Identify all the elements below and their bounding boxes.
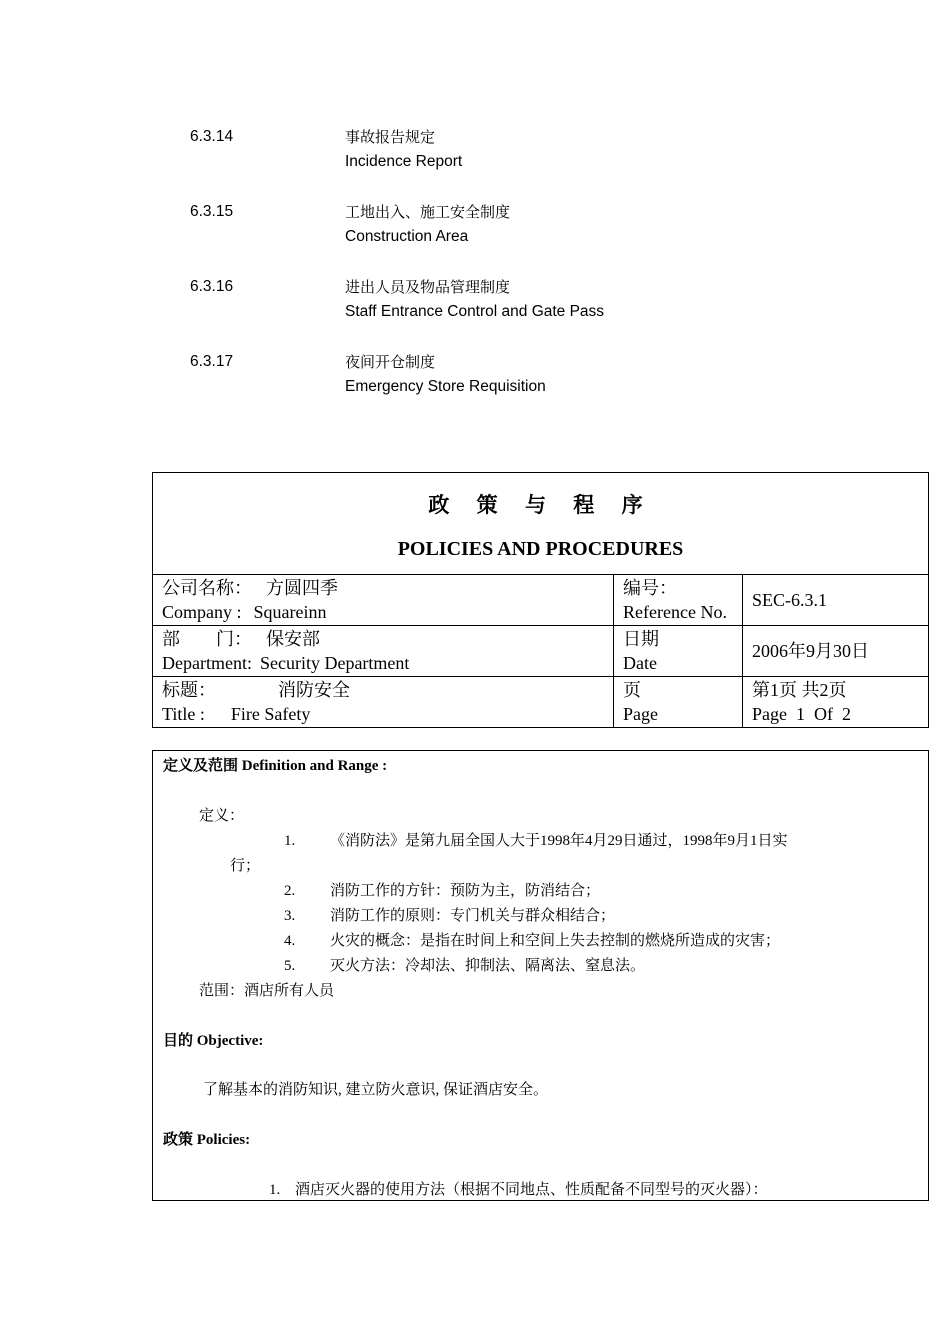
definition-item-continuation: 行； bbox=[230, 858, 261, 874]
toc-entry bbox=[190, 126, 890, 201]
page-value-english: Page 1 Of 2 bbox=[752, 704, 851, 724]
department-value-english: Security Department bbox=[259, 653, 410, 673]
definition-item-number: 3. bbox=[284, 908, 296, 924]
document-title-cell bbox=[153, 473, 929, 575]
definition-item-text: 《消防法》是第九届全国人大于1998年4月29日通过，1998年9月1日实 bbox=[330, 833, 788, 849]
policy-body bbox=[152, 750, 929, 1201]
toc-title-english: Construction Area bbox=[345, 228, 469, 245]
toc-number: 6.3.16 bbox=[190, 278, 234, 295]
definition-heading: 定义及范围 Definition and Range : bbox=[163, 758, 388, 774]
definition-item-number: 4. bbox=[284, 933, 296, 949]
company-value-chinese: 方圆四季 bbox=[266, 578, 338, 598]
date-value: 2006年9月30日 bbox=[752, 641, 869, 661]
date-label-cell bbox=[614, 626, 743, 677]
document-title-english: POLICIES AND PROCEDURES bbox=[397, 537, 684, 560]
definition-item-text: 灭火方法：冷却法、抑制法、隔离法、窒息法。 bbox=[330, 958, 646, 974]
policy-header-table bbox=[152, 472, 929, 728]
definition-item-text: 消防工作的原则：专门机关与群众相结合； bbox=[330, 908, 616, 924]
document-title-chinese: 政 策 与 程 序 bbox=[428, 492, 653, 517]
objective-text: 了解基本的消防知识, 建立防火意识, 保证酒店安全。 bbox=[203, 1082, 549, 1098]
toc-title-chinese: 进出人员及物品管理制度 bbox=[345, 278, 511, 296]
toc-number: 6.3.17 bbox=[190, 353, 234, 370]
company-cell bbox=[153, 575, 614, 626]
toc-title-chinese: 工地出入、施工安全制度 bbox=[345, 203, 511, 221]
toc-title-english: Emergency Store Requisition bbox=[345, 378, 546, 395]
definition-item-text: 火灾的概念：是指在时间上和空间上失去控制的燃烧所造成的灾害； bbox=[330, 933, 781, 949]
definition-label: 定义： bbox=[199, 808, 245, 824]
definition-item-text: 消防工作的方针：预防为主，防消结合； bbox=[330, 883, 601, 899]
policies-heading: 政策 Policies: bbox=[163, 1132, 251, 1148]
reference-label-chinese: 编号： bbox=[623, 578, 677, 598]
department-cell bbox=[153, 626, 614, 677]
objective-heading: 目的 Objective: bbox=[163, 1033, 264, 1049]
page-value-cell bbox=[743, 677, 929, 728]
reference-label-english: Reference No. bbox=[623, 602, 727, 622]
company-value-english: Squareinn bbox=[253, 602, 327, 622]
scope-text: 范围：酒店所有人员 bbox=[199, 983, 335, 999]
toc-entry bbox=[190, 351, 890, 426]
reference-number: SEC-6.3.1 bbox=[752, 590, 828, 610]
toc-title-chinese: 夜间开仓制度 bbox=[345, 353, 436, 371]
company-label-english: Company : bbox=[162, 602, 242, 622]
title-value-chinese: 消防安全 bbox=[278, 680, 350, 700]
date-label-english: Date bbox=[623, 653, 657, 673]
page-label-chinese: 页 bbox=[623, 680, 641, 700]
policy-item-number: 1. bbox=[269, 1182, 281, 1198]
date-label-chinese: 日期 bbox=[623, 629, 659, 649]
toc-title-chinese: 事故报告规定 bbox=[345, 128, 436, 146]
toc-number: 6.3.14 bbox=[190, 128, 234, 145]
toc-title-english: Staff Entrance Control and Gate Pass bbox=[345, 303, 605, 320]
reference-label-cell bbox=[614, 575, 743, 626]
definition-item-number: 1. bbox=[284, 833, 296, 849]
toc-title-english: Incidence Report bbox=[345, 153, 463, 170]
title-label-english: Title : bbox=[162, 704, 205, 724]
toc-entry bbox=[190, 201, 890, 276]
definition-item-number: 2. bbox=[284, 883, 296, 899]
policy-item-text: 酒店灭火器的使用方法（根据不同地点、性质配备不同型号的灭火器）： bbox=[295, 1182, 768, 1198]
company-label-chinese: 公司名称： bbox=[162, 578, 252, 598]
department-label-chinese: 部 门： bbox=[162, 629, 252, 649]
title-cell bbox=[153, 677, 614, 728]
page-value-chinese: 第1页 共2页 bbox=[752, 680, 847, 700]
date-value-cell bbox=[743, 626, 929, 677]
page-label-english: Page bbox=[623, 704, 658, 724]
toc-entry bbox=[190, 276, 890, 351]
page-label-cell bbox=[614, 677, 743, 728]
department-value-chinese: 保安部 bbox=[266, 629, 320, 649]
definition-item-number: 5. bbox=[284, 958, 296, 974]
toc-list bbox=[190, 126, 890, 426]
reference-value-cell bbox=[743, 575, 929, 626]
department-label-english: Department: bbox=[162, 653, 252, 673]
toc-number: 6.3.15 bbox=[190, 203, 234, 220]
title-label-chinese: 标题： bbox=[162, 680, 216, 700]
title-value-english: Fire Safety bbox=[230, 704, 311, 724]
